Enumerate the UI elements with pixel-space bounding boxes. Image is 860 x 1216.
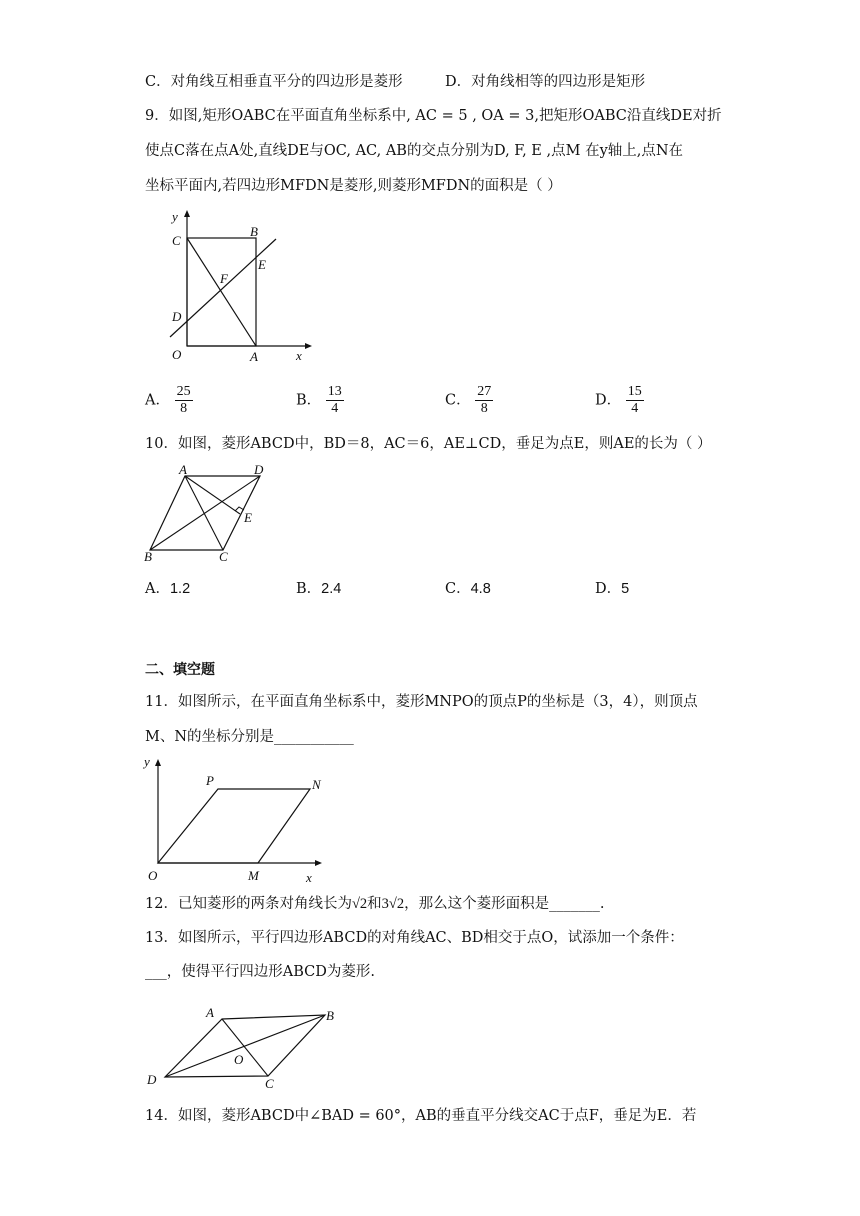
q9-label-a: A <box>250 349 258 364</box>
q9-line3: 坐标平面内,若四边形MFDN是菱形,则菱形MFDN的面积是（ ） <box>145 178 562 194</box>
q9-option-d[interactable]: D． $\frac{15}{4}$ <box>595 384 642 416</box>
q11-label-n: N <box>312 777 321 792</box>
q9-label-y: y <box>172 209 178 224</box>
q10-label-a: A <box>179 462 187 477</box>
q9-label-e: E <box>258 257 266 272</box>
q9-label-f: F <box>220 271 228 286</box>
section-heading: 二、填空题 <box>145 662 215 678</box>
q9-line2: 使点C落在点A处,直线DE与OC, AC, AB的交点分别为D, F, E ,点M 在y轴上,点N在 <box>145 143 684 159</box>
q11-label-o: O <box>148 868 158 883</box>
q9-label-c: C <box>172 233 181 248</box>
q10-option-b[interactable]: B．2.4 <box>296 581 342 597</box>
q11-label-m: M <box>248 868 259 883</box>
q9-option-c[interactable]: C． $\frac{27}{8}$ <box>445 384 492 416</box>
q13-label-d: D <box>147 1072 157 1087</box>
option-c-text: C．对角线互相垂直平分的四边形是菱形 <box>145 74 403 90</box>
q9-label-x: x <box>296 348 302 363</box>
q9-option-b[interactable]: B． $\frac{13}{4}$ <box>296 384 342 416</box>
q10-text: 10．如图，菱形ABCD中，BD＝8，AC＝6，AE⊥CD，垂足为点E，则AE的长为（ ） <box>145 436 712 452</box>
q13-label-a: A <box>206 1005 214 1020</box>
q9-figure <box>150 205 320 365</box>
q13-line2: ___，使得平行四边形ABCD为菱形. <box>145 964 375 980</box>
option-d-text: D．对角线相等的四边形是矩形 <box>445 74 646 90</box>
q10-label-d: D <box>254 462 264 477</box>
q10-option-a[interactable]: A．1.2 <box>145 581 191 597</box>
q10-option-c[interactable]: C．4.8 <box>445 581 491 597</box>
q13-label-o: O <box>234 1052 244 1067</box>
q10-option-d[interactable]: D．5 <box>595 581 630 597</box>
q9-label-d: D <box>172 309 182 324</box>
q9-label-b: B <box>250 224 258 239</box>
q11-label-y: y <box>144 754 150 769</box>
q10-label-b: B <box>144 549 152 564</box>
q10-label-e: E <box>244 510 252 525</box>
q13-line1: 13．如图所示，平行四边形ABCD的对角线AC、BD相交于点O，试添加一个条件： <box>145 930 684 946</box>
q10-figure <box>140 462 275 567</box>
q9-line1: 9．如图,矩形OABC在平面直角坐标系中, AC = 5 , OA = 3,把矩形OABC沿直线DE对折 <box>145 108 722 124</box>
q14-line1: 14．如图，菱形ABCD中∠BAD = 60°，AB的垂直平分线交AC于点F，垂足为E．若 <box>145 1108 697 1124</box>
q11-line2: M、N的坐标分别是___________ <box>145 729 354 745</box>
q10-label-c: C <box>219 549 228 564</box>
q13-label-c: C <box>265 1076 274 1091</box>
q11-figure <box>140 752 330 887</box>
q13-label-b: B <box>326 1008 334 1023</box>
q13-figure <box>140 1000 350 1095</box>
q12-text: 12．已知菱形的两条对角线长为√2和3√2，那么这个菱形面积是_______. <box>145 896 605 912</box>
q11-line1: 11．如图所示，在平面直角坐标系中，菱形MNPO的顶点P的坐标是（3，4），则顶点 <box>145 694 698 710</box>
q9-option-a[interactable]: A． $\frac{25}{8}$ <box>145 384 191 416</box>
q11-label-x: x <box>306 870 312 885</box>
q12-root2: 3√2 <box>381 896 405 912</box>
q11-label-p: P <box>206 773 214 788</box>
q9-label-o: O <box>172 347 182 362</box>
q12-root1: √2 <box>351 896 368 912</box>
